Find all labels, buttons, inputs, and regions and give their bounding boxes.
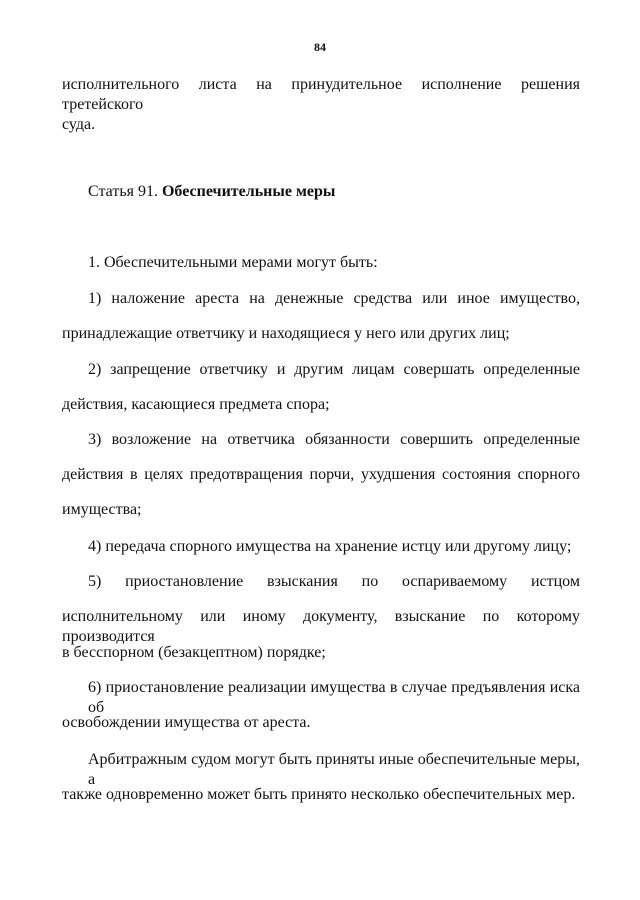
text-line: 5) приостановление взыскания по оспариваемому истцом [88, 573, 580, 590]
text-line: 4) передача спорного имущества на хранение истцу или другому лицу; [88, 538, 572, 555]
text-line: 3) возложение на ответчика обязанности совершить определенные [88, 431, 580, 448]
text-line: 2) запрещение ответчику и другим лицам совершать определенные [88, 361, 580, 378]
text-line: Арбитражным судом могут быть приняты иные обеспечительные меры, а [88, 751, 580, 788]
text-line: действия в целях предотвращения порчи, ухудшения состояния спорного [62, 466, 580, 483]
text-line: 1. Обеспечительными мерами могут быть: [88, 254, 378, 271]
article-heading [88, 182, 335, 202]
article-prefix: Статья 91. [88, 183, 162, 200]
text-line: имущества; [62, 501, 142, 518]
text-line: действия, касающиеся предмета спора; [62, 396, 330, 413]
text-line: исполнительного листа на принудительное исполнение решения третейского [62, 76, 580, 113]
text-line: 6) приостановление реализации имущества в случае предъявления иска об [88, 679, 580, 716]
text-line: освобождении имущества от ареста. [62, 714, 311, 731]
text-line: суда. [62, 116, 96, 133]
text-line: 1) наложение ареста на денежные средства или иное имущество, [88, 290, 580, 307]
article-title: Обеспечительные меры [161, 183, 336, 200]
text-line: исполнительному или иному документу, взыскание по которому производится [62, 608, 580, 645]
text-line: также одновременно может быть принято несколько обеспечительных мер. [62, 786, 576, 803]
text-line: в бесспорном (безакцептном) порядке; [62, 644, 326, 661]
page-number: 84 [314, 40, 326, 54]
text-line: принадлежащие ответчику и находящиеся у него или других лиц; [62, 325, 510, 342]
